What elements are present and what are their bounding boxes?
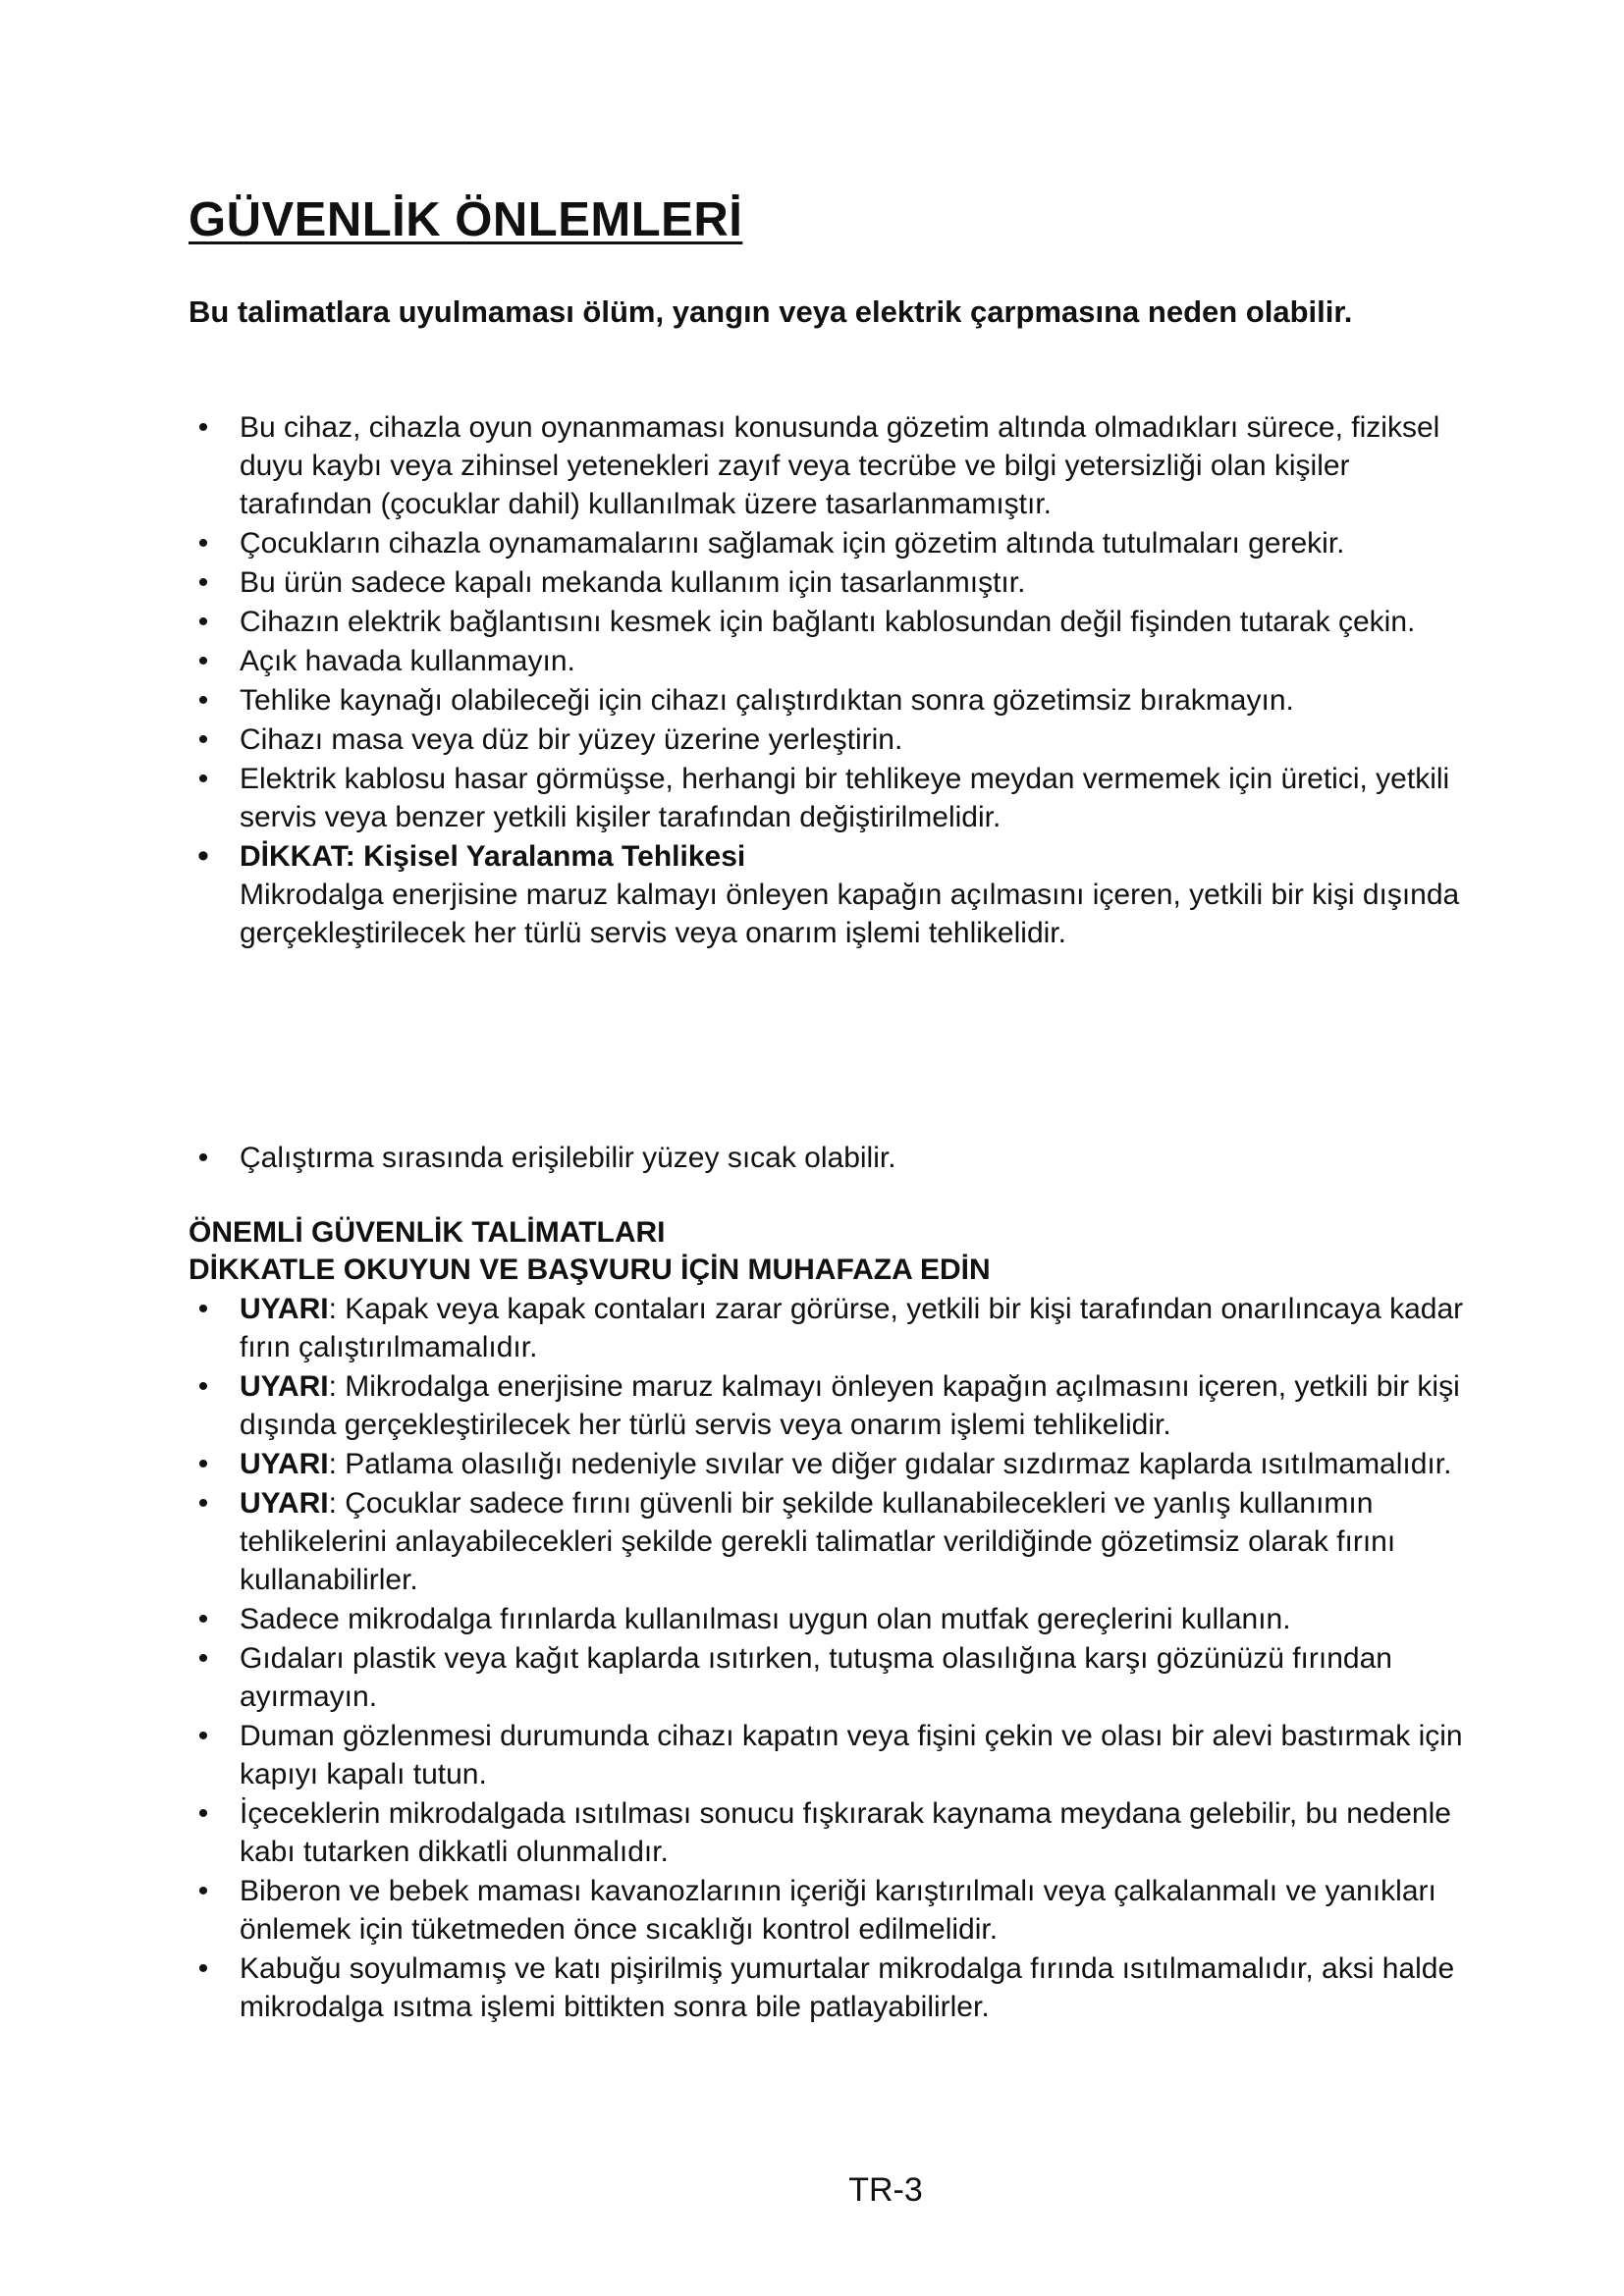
list-item-text: Bu cihaz, cihazla oyun oynanmaması konusunda gözetim altında olmadıkları sürece, fiziksel duyu kaybı veya zihinsel yetenekleri zayıf veya tecrübe ve bilgi yetersizliği olan kişiler tarafından (çocuklar dahil) kullanılmak üzere tasarlanmamıştır.: [240, 411, 1440, 520]
list-item-text: Çocukların cihazla oynamamalarını sağlamak için gözetim altında tutulmaları gerekir.: [240, 527, 1345, 560]
caution-item: [189, 837, 1475, 952]
list-item-text: Biberon ve bebek maması kavanozlarının içeriği karıştırılmalı veya çalkalanmalı ve yanıkları önlemek için tüketmeden önce sıcaklığı kontrol edilmelidir.: [240, 1875, 1436, 1946]
list-item: [189, 563, 1475, 602]
warning-item: [189, 1367, 1475, 1444]
list-item-text: Cihazın elektrik bağlantısını kesmek için bağlantı kablosundan değil fişinden tutarak çekin.: [240, 606, 1416, 638]
list-item: [189, 1717, 1475, 1793]
list-item-text: : Patlama olasılığı nedeniyle sıvılar ve diğer gıdalar sızdırmaz kaplarda ısıtılmamalıdır.: [328, 1448, 1452, 1480]
warning-label: UYARI: [240, 1448, 329, 1480]
important-safety-list: [189, 1290, 1475, 2027]
list-item-text: Cihazı masa veya düz bir yüzey üzerine yerleştirin.: [240, 723, 903, 756]
list-item: [189, 1949, 1475, 2026]
list-item: [189, 1600, 1475, 1638]
list-item: [189, 1872, 1475, 1949]
section-heading: ÖNEMLİ GÜVENLİK TALİMATLARI: [189, 1216, 666, 1249]
list-item: [189, 642, 1475, 680]
warning-label: UYARI: [240, 1293, 329, 1325]
list-item: [189, 681, 1475, 720]
list-item-text: Kabuğu soyulmamış ve katı pişirilmiş yumurtalar mikrodalga fırında ısıtılmamalıdır, aksi halde mikrodalga ısıtma işlemi bittikten sonra bile patlayabilirler.: [240, 1952, 1455, 2023]
hot-surface-list: [189, 1139, 1475, 1177]
page-number: TR-3: [848, 2171, 923, 2209]
list-item-text: Açık havada kullanmayın.: [240, 645, 575, 677]
bullet-icon: •: [197, 1875, 209, 1907]
bullet-icon: •: [197, 1487, 209, 1520]
bullet-icon: •: [197, 566, 209, 599]
list-item-text: İçeceklerin mikrodalgada ısıtılması sonucu fışkırarak kaynama meydana gelebilir, bu nedenle kabı tutarken dikkatli olunmalıdır.: [240, 1797, 1451, 1868]
bullet-icon: •: [197, 1293, 209, 1325]
bullet-icon: •: [197, 411, 209, 444]
bullet-icon: •: [197, 1720, 209, 1752]
caution-text: Mikrodalga enerjisine maruz kalmayı önleyen kapağın açılmasını içeren, yetkili bir kişi dışında gerçekleştirilecek her türlü servis veya onarım işlemi tehlikelidir.: [240, 879, 1460, 949]
warning-label: UYARI: [240, 1487, 329, 1520]
list-item: [189, 603, 1475, 641]
bullet-icon: •: [197, 1370, 209, 1403]
list-item-text: : Çocuklar sadece fırını güvenli bir şekilde kullanabilecekleri ve yanlış kullanımın tehlikelerini anlayabilecekleri şekilde gerekli talimatlar verildiğinde gözetimsiz olarak fırını kullanabilirler.: [240, 1487, 1396, 1596]
bullet-icon: •: [197, 1448, 209, 1480]
warning-item: [189, 1484, 1475, 1599]
list-item: [189, 760, 1475, 836]
list-item-text: Duman gözlenmesi durumunda cihazı kapatın veya fişini çekin ve olası bir alevi bastırmak için kapıyı kapalı tutun.: [240, 1720, 1463, 1790]
list-item: [189, 1639, 1475, 1716]
list-item-text: Sadece mikrodalga fırınlarda kullanılması uygun olan mutfak gereçlerini kullanın.: [240, 1603, 1291, 1635]
list-item-text: Tehlike kaynağı olabileceği için cihazı çalıştırdıktan sonra gözetimsiz bırakmayın.: [240, 684, 1294, 717]
bullet-icon: •: [197, 763, 209, 795]
list-item-text: Elektrik kablosu hasar görmüşse, herhangi bir tehlikeye meydan vermemek için üretici, yetkili servis veya benzer yetkili kişiler tarafından değiştirilmelidir.: [240, 763, 1450, 833]
list-item-text: : Kapak veya kapak contaları zarar görürse, yetkili bir kişi tarafından onarılıncaya kadar fırın çalıştırılmamalıdır.: [240, 1293, 1464, 1363]
bullet-icon: •: [197, 527, 209, 560]
bullet-icon: •: [197, 684, 209, 717]
caution-heading: DİKKAT: Kişisel Yaralanma Tehlikesi: [240, 840, 746, 873]
list-item-text: Çalıştırma sırasında erişilebilir yüzey sıcak olabilir.: [240, 1142, 896, 1174]
safety-list: [189, 408, 1475, 953]
warning-item: [189, 1290, 1475, 1366]
list-item: [189, 721, 1475, 759]
list-item: [189, 1794, 1475, 1871]
bullet-icon: •: [197, 645, 209, 677]
page-title: GÜVENLİK ÖNLEMLERİ: [189, 193, 743, 246]
bullet-icon: •: [197, 837, 209, 875]
warning-item: [189, 1445, 1475, 1483]
bullet-icon: •: [197, 1797, 209, 1830]
list-item-text: Bu ürün sadece kapalı mekanda kullanım için tasarlanmıştır.: [240, 566, 1026, 599]
bullet-icon: •: [197, 1142, 209, 1174]
list-item: [189, 1139, 1475, 1177]
list-item: [189, 524, 1475, 562]
list-item-text: Gıdaları plastik veya kağıt kaplarda ısıtırken, tutuşma olasılığına karşı gözünüzü fırından ayırmayın.: [240, 1642, 1392, 1713]
list-item-text: : Mikrodalga enerjisine maruz kalmayı önleyen kapağın açılmasını içeren, yetkili bir kişi dışında gerçekleştirilecek her türlü servis veya onarım işlemi tehlikelidir.: [240, 1370, 1460, 1441]
warning-label: UYARI: [240, 1370, 329, 1403]
bullet-icon: •: [197, 1603, 209, 1635]
bullet-icon: •: [197, 1952, 209, 1985]
bullet-icon: •: [197, 1642, 209, 1675]
bullet-icon: •: [197, 723, 209, 756]
section-subheading: DİKKATLE OKUYUN VE BAŞVURU İÇİN MUHAFAZA EDİN: [189, 1254, 991, 1286]
bullet-icon: •: [197, 606, 209, 638]
list-item: [189, 408, 1475, 523]
intro-warning: Bu talimatlara uyulmaması ölüm, yangın veya elektrik çarpmasına neden olabilir.: [189, 294, 1353, 329]
